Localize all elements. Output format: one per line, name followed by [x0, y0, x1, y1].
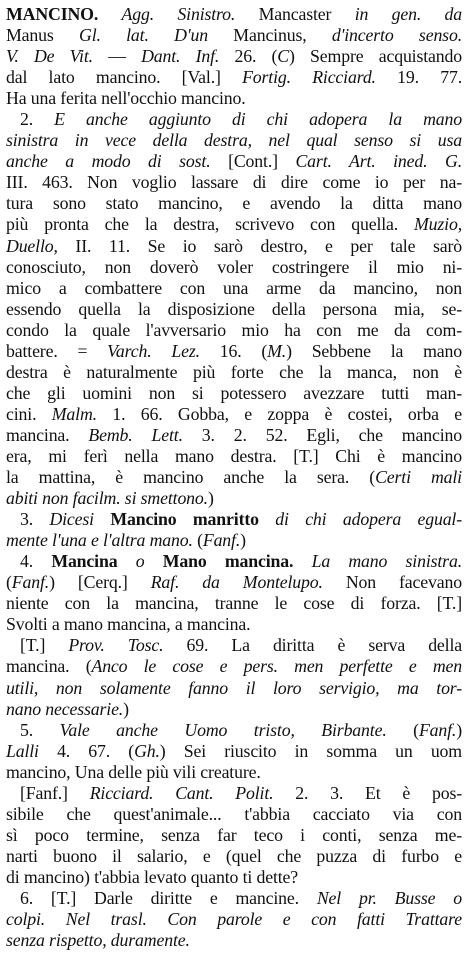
italic-text: utili, non solamente fanno il loro servigio, ma tor-	[6, 677, 462, 698]
text-run: niente con la mancina, tranne le cose di forza. [T.]	[6, 593, 462, 614]
italic-text: senza rispetto, duramente.	[6, 930, 190, 951]
text-run: era, mi ferì nella mano destra. [T.] Chi è mancino	[6, 445, 462, 466]
entry-text	[6, 4, 462, 951]
entry-line	[6, 488, 462, 509]
italic-text: d'incerto senso.	[331, 25, 462, 46]
italic-text: Lalli	[6, 740, 39, 761]
text-run: 2.	[20, 109, 55, 130]
entry-line	[6, 236, 462, 257]
entry-line	[6, 4, 462, 25]
text-run: sì poco termine, senza far teco i conti, senza me-	[6, 824, 462, 845]
entry-line	[6, 88, 462, 109]
italic-text: Prov. Tosc.	[68, 635, 164, 656]
text-run: [Cont.]	[210, 151, 296, 172]
text-run: Ha una ferita nell'occhio mancino.	[6, 88, 246, 109]
text-run: la mattina, è mancino anche la sera. (	[6, 467, 376, 488]
entry-line	[6, 846, 462, 867]
text-run: Manus	[6, 25, 80, 46]
text-run: 3.	[20, 509, 50, 530]
text-run: )	[456, 719, 462, 740]
text-run: 16. (	[199, 340, 268, 361]
italic-text: Ricciard. Cant. Polit.	[89, 782, 274, 803]
italic-text: Fanf.	[418, 719, 457, 740]
headword-text: Mancina	[51, 551, 118, 572]
entry-line	[6, 930, 462, 951]
text-run: 1. 66. Gobba, e zoppa è costei, orba e	[96, 403, 462, 424]
text-run: mancina. (	[6, 656, 92, 677]
entry-line	[6, 341, 462, 362]
italic-text: Cart. Art. ined. G.	[295, 151, 462, 172]
entry-line	[6, 278, 462, 299]
text-run: (	[6, 572, 12, 593]
text-run	[377, 888, 395, 908]
italic-text: anche a modo di sost.	[6, 151, 211, 172]
text-run: dal lato mancino. [Val.]	[6, 67, 243, 88]
text-run: mico a combattere con una arme da mancino, non	[6, 277, 462, 298]
text-run: [Fanf.]	[20, 782, 90, 803]
entry-line	[6, 551, 462, 572]
text-run: narti buono il salario, e (quel che puzza di furbo e	[6, 845, 462, 866]
italic-text: colpi. Nel trasl. Con parole e con fatti Trattare	[6, 909, 462, 930]
italic-text: abiti non facilm. si smettono.	[6, 488, 208, 509]
italic-text: La mano sinistra.	[311, 551, 462, 572]
italic-text: Malm.	[51, 403, 97, 424]
text-run: ) Sei riuscito in somma un uom	[159, 740, 462, 761]
entry-line	[6, 783, 462, 804]
text-run: 2. 3. Et è pos-	[273, 782, 462, 803]
italic-text: Raf. da Montelupo.	[150, 572, 323, 593]
text-run: di mancino) t'abbia levato quanto ti dette?	[6, 866, 299, 887]
text-run: condo la quale l'avversario mio ha con me da com-	[6, 319, 462, 340]
italic-text: Muzio,	[414, 214, 462, 235]
italic-text: Nel pr.	[316, 887, 377, 908]
entry-line	[6, 257, 462, 278]
italic-text: o	[117, 551, 163, 572]
entry-line	[6, 383, 462, 404]
italic-text: di chi adopera egual-	[275, 509, 462, 530]
italic-text: V. De Vit.	[6, 46, 93, 67]
text-run: )	[123, 698, 129, 719]
italic-text: in gen. da	[354, 4, 462, 24]
headword-text: MANCINO.	[6, 4, 99, 24]
entry-line	[6, 172, 462, 193]
text-run: Svolti a mano mancina, a mancina.	[6, 614, 251, 635]
entry-line	[6, 151, 462, 172]
text-run: tura sono stato mancino, e avendo la ditta mano	[6, 193, 462, 214]
text-run: 69. La diritta è serva della	[163, 635, 462, 656]
text-run: cini.	[6, 403, 52, 424]
italic-text: Busse o	[394, 887, 462, 908]
text-run: 3. 2. 52. Egli, che mancino	[182, 424, 462, 445]
text-run: Non facevano	[322, 572, 462, 593]
italic-text: Gl. lat.	[79, 25, 149, 46]
text-run: che gli uomini non si potessero avezzare tutti man-	[6, 382, 462, 403]
text-run	[149, 25, 174, 45]
entry-line	[6, 46, 462, 67]
text-run: battere. =	[6, 340, 108, 361]
entry-line	[6, 593, 462, 614]
text-run: più pronta che la destra, scrivevo con quella.	[6, 214, 414, 235]
text-run: )	[207, 488, 214, 509]
text-run: )	[240, 530, 246, 551]
entry-line	[6, 320, 462, 341]
italic-text: Fortig. Ricciard.	[242, 67, 376, 88]
entry-line	[6, 909, 462, 930]
italic-text: D'un	[174, 25, 208, 46]
italic-text: Bemb. Lett.	[88, 424, 183, 445]
entry-line	[6, 867, 462, 888]
entry-line	[6, 804, 462, 825]
text-run: (	[386, 719, 419, 740]
text-run	[94, 509, 110, 529]
text-run: —	[92, 46, 142, 67]
entry-line	[6, 425, 462, 446]
text-run: Mancinus,	[207, 25, 332, 46]
italic-text: Certi mali	[375, 467, 462, 488]
text-run: II. 11. Se io sarò destro, e per tale sarò	[57, 235, 462, 256]
text-run: conosciuto, non doverò voler costringere il mio ni-	[6, 256, 462, 277]
italic-text: Varch. Lez.	[107, 340, 200, 361]
entry-line	[6, 509, 462, 530]
text-run: essendo quella la disposizione della persona mia, se-	[6, 298, 462, 319]
italic-text: Gh.	[134, 740, 160, 761]
entry-line	[6, 530, 462, 551]
entry-line	[6, 656, 462, 677]
entry-line	[6, 699, 462, 720]
italic-text: Fanf.	[11, 572, 50, 593]
entry-line	[6, 762, 462, 783]
text-run: 26. (	[219, 46, 278, 67]
entry-line	[6, 467, 462, 488]
text-run	[293, 551, 311, 571]
text-run: III. 463. Non voglio lassare di dire come io per na-	[6, 172, 462, 193]
text-run: mancina.	[6, 424, 89, 445]
text-run: mancino, Una delle più vili creature.	[6, 761, 261, 782]
entry-line	[6, 193, 462, 214]
italic-text: Dant. Inf.	[141, 46, 220, 67]
entry-line	[6, 825, 462, 846]
entry-line	[6, 362, 462, 383]
italic-text: C	[277, 46, 290, 67]
entry-line	[6, 25, 462, 46]
text-run: ) [Cerq.]	[49, 572, 151, 593]
italic-text: M.	[267, 340, 287, 361]
text-run: 4. 67. (	[38, 740, 135, 761]
entry-line	[6, 130, 462, 151]
entry-line	[6, 572, 462, 593]
entry-line	[6, 404, 462, 425]
text-run: 4.	[20, 551, 52, 572]
text-run: 5.	[20, 719, 60, 740]
text-run: 6. [T.] Darle diritte e mancine.	[20, 887, 317, 908]
text-run: ) Sebbene la mano	[286, 340, 462, 361]
entry-line	[6, 446, 462, 467]
headword-text: Mano mancina.	[162, 551, 294, 572]
entry-line	[6, 678, 462, 699]
text-run	[98, 4, 121, 24]
italic-text: E anche aggiunto di chi adopera la mano	[54, 109, 462, 130]
italic-text: Agg. Sinistro.	[121, 4, 236, 24]
entry-line	[6, 109, 462, 130]
text-run: ) Sempre acquistando	[289, 46, 462, 67]
text-run: Mancaster	[235, 4, 355, 24]
italic-text: Fanf.	[202, 530, 241, 551]
text-run: destra è naturalmente più forte che la manca, non è	[6, 361, 462, 382]
italic-text: Dicesi	[49, 509, 94, 530]
italic-text: Duello,	[6, 235, 58, 256]
text-run	[259, 509, 275, 529]
text-run: 19. 77.	[375, 67, 462, 88]
entry-line	[6, 720, 462, 741]
entry-line	[6, 741, 462, 762]
text-run: (	[192, 530, 203, 551]
headword-text: Mancino manritto	[110, 509, 259, 530]
italic-text: Vale anche Uomo tristo, Birbante.	[59, 719, 387, 740]
entry-line	[6, 214, 462, 235]
entry-line	[6, 635, 462, 656]
text-run: sibile che quest'animale... t'abbia cacciato via con	[6, 803, 462, 824]
entry-line	[6, 614, 462, 635]
italic-text: nano necessarie.	[6, 698, 124, 719]
entry-line	[6, 67, 462, 88]
italic-text: mente l'una e l'altra mano.	[6, 530, 193, 551]
italic-text: sinistra in vece della destra, nel qual senso si usa	[6, 130, 462, 151]
entry-line	[6, 299, 462, 320]
italic-text: Anco le cose e pers. men perfette e men	[91, 656, 462, 677]
text-run: [T.]	[20, 635, 69, 656]
entry-line	[6, 888, 462, 909]
